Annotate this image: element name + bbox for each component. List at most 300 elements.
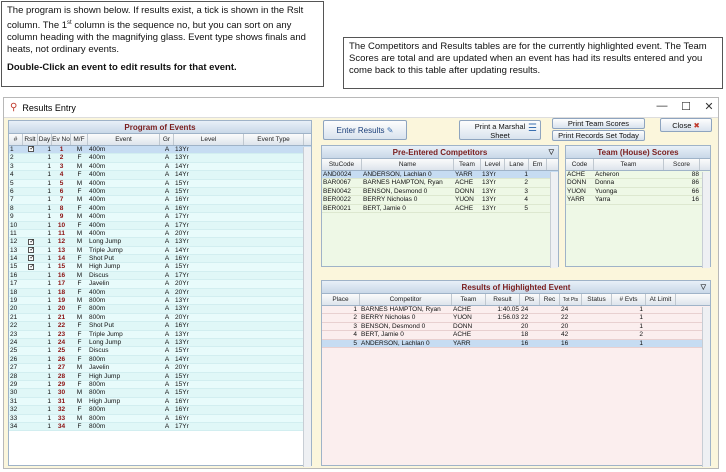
- row-mf: F: [77, 406, 82, 414]
- row-gr: A: [164, 297, 170, 305]
- row-level: 15Yr: [175, 187, 189, 195]
- rslt-cell: [23, 238, 38, 245]
- row-day: 1: [47, 297, 51, 305]
- row-type: [244, 188, 304, 195]
- col-place[interactable]: Place: [322, 294, 360, 305]
- table-row[interactable]: [9, 230, 311, 238]
- row-lane: 2: [524, 179, 528, 187]
- row-level: 13Yr: [175, 154, 189, 162]
- col-event-type[interactable]: Event Type: [244, 134, 304, 145]
- row-competitor: BERT, Jamie 0: [361, 331, 404, 339]
- row-evno: 22: [57, 322, 66, 330]
- row-seq: 29: [10, 380, 18, 388]
- table-row[interactable]: [9, 322, 311, 330]
- table-row[interactable]: [9, 415, 311, 423]
- row-code: DONN: [567, 179, 587, 187]
- row-team: DONN: [453, 322, 473, 330]
- row-day: 1: [47, 389, 51, 397]
- row-score: 16: [691, 196, 699, 204]
- row-event: Discus: [89, 271, 109, 279]
- table-row[interactable]: [322, 306, 710, 314]
- row-tot: 24: [561, 306, 569, 313]
- row-mf: F: [77, 372, 82, 380]
- col-level[interactable]: Level: [174, 134, 244, 145]
- row-event: 800m: [89, 422, 106, 430]
- row-level: 13Yr: [482, 171, 496, 178]
- row-em: [529, 196, 547, 203]
- rslt-cell: [23, 230, 38, 237]
- program-header: [9, 134, 311, 146]
- row-type: [244, 356, 304, 363]
- table-row[interactable]: [9, 364, 311, 372]
- row-type: [244, 297, 304, 304]
- table-row[interactable]: [9, 381, 311, 389]
- row-seq: 8: [10, 204, 14, 212]
- table-row[interactable]: [9, 196, 311, 204]
- row-type: [244, 247, 304, 254]
- row-seq: 3: [10, 162, 14, 170]
- col-status[interactable]: Status: [582, 294, 612, 305]
- row-day: 1: [47, 364, 51, 372]
- row-seq: 1: [10, 146, 14, 153]
- row-evno: 11: [58, 229, 65, 237]
- team-scores-title: Team (House) Scores: [566, 146, 710, 159]
- row-day: 1: [47, 154, 51, 162]
- row-competitor: BARNES HAMPTON, Ryan: [361, 306, 441, 313]
- row-evno: 18: [57, 288, 66, 296]
- row-evno: 7: [59, 196, 64, 204]
- row-type: [244, 230, 304, 237]
- pencil-icon: ✎: [386, 126, 394, 135]
- row-rec: [540, 323, 560, 330]
- row-competitor: BERRY Nicholas 0: [361, 314, 416, 322]
- results-scrollbar[interactable]: [702, 307, 710, 467]
- row-type: [244, 347, 304, 354]
- row-event: 800m: [89, 305, 106, 313]
- row-evts: 1: [639, 306, 643, 313]
- row-evno: 21: [57, 313, 66, 321]
- program-scrollbar[interactable]: [303, 147, 311, 467]
- row-type: [244, 171, 304, 178]
- col-rec[interactable]: Rec: [540, 294, 560, 305]
- table-row[interactable]: [9, 205, 311, 213]
- row-type: [244, 314, 304, 321]
- row-mf: F: [77, 380, 82, 388]
- row-seq: 24: [10, 338, 18, 346]
- row-team: YUON: [453, 314, 472, 322]
- col-team[interactable]: Team: [454, 159, 481, 170]
- row-evno: 5: [59, 179, 64, 187]
- row-seq: 2: [10, 154, 14, 162]
- row-type: [244, 406, 304, 413]
- row-day: 1: [47, 196, 51, 204]
- row-at-limit: [646, 323, 676, 330]
- col-evno[interactable]: Ev No: [52, 136, 70, 143]
- results-title: Results of Highlighted Event ▽: [322, 281, 710, 294]
- row-level: 15Yr: [175, 389, 189, 397]
- row-evno: 1: [59, 146, 64, 153]
- row-evno: 28: [57, 372, 66, 380]
- row-type: [244, 213, 304, 220]
- row-event: 400m: [89, 288, 106, 296]
- row-type: [244, 423, 304, 430]
- rslt-cell: [23, 222, 38, 229]
- row-seq: 19: [10, 297, 18, 305]
- rslt-cell: [23, 272, 38, 279]
- col-seq[interactable]: #: [9, 134, 23, 145]
- row-evts: 1: [639, 322, 643, 330]
- row-rec: [540, 340, 560, 347]
- maximize-button[interactable]: ☐: [681, 101, 691, 113]
- row-gr: A: [164, 246, 170, 254]
- table-row[interactable]: [9, 180, 311, 188]
- row-level: 13Yr: [482, 187, 496, 195]
- row-evno: 24: [57, 338, 66, 346]
- row-type: [244, 389, 304, 396]
- table-row[interactable]: [9, 263, 311, 271]
- row-name: ANDERSON, Lachlan 0: [363, 171, 432, 178]
- row-evno: 20: [57, 305, 66, 313]
- table-row[interactable]: [9, 280, 311, 288]
- table-row[interactable]: [9, 171, 311, 179]
- row-type: [244, 415, 304, 422]
- print-team-scores-button[interactable]: Print Team Scores: [552, 118, 645, 129]
- result-tick-icon: ✓: [29, 238, 35, 245]
- table-row[interactable]: [9, 163, 311, 171]
- row-gr: A: [164, 187, 170, 195]
- table-row[interactable]: [566, 188, 710, 196]
- row-gr: A: [164, 196, 170, 204]
- row-gr: A: [164, 154, 170, 162]
- row-seq: 18: [10, 288, 18, 296]
- row-level: 13Yr: [175, 297, 189, 305]
- table-row[interactable]: [9, 289, 311, 297]
- table-row[interactable]: [566, 179, 710, 187]
- row-evno: 14: [57, 255, 66, 263]
- competitors-scrollbar[interactable]: [550, 172, 558, 268]
- row-day: 1: [47, 146, 51, 153]
- program-of-events-panel: [8, 120, 312, 466]
- row-level: 20Yr: [175, 280, 189, 288]
- row-level: 20Yr: [175, 229, 189, 237]
- row-tot: 22: [561, 314, 569, 322]
- row-level: 13Yr: [175, 330, 189, 338]
- row-em: [529, 171, 547, 178]
- row-seq: 11: [10, 229, 17, 237]
- row-seq: 32: [10, 406, 18, 414]
- row-evno: 33: [57, 414, 66, 422]
- enter-results-button[interactable]: Enter Results ✎: [323, 120, 407, 140]
- table-row[interactable]: [9, 213, 311, 221]
- col-event[interactable]: Event: [88, 134, 160, 145]
- row-lane: 1: [524, 171, 528, 178]
- row-type: [244, 289, 304, 296]
- row-event: 400m: [89, 221, 106, 229]
- table-row[interactable]: [9, 238, 311, 246]
- row-seq: 34: [10, 422, 18, 430]
- row-team: ACHE: [455, 179, 474, 187]
- row-event: 800m: [89, 406, 106, 414]
- row-place: 1: [353, 306, 357, 313]
- row-evno: 6: [59, 187, 64, 195]
- row-mf: F: [77, 154, 82, 162]
- row-day: 1: [47, 280, 51, 288]
- row-gr: A: [164, 397, 170, 405]
- row-at-limit: [646, 306, 676, 313]
- table-row[interactable]: [322, 205, 558, 213]
- col-stucode[interactable]: StuCode: [322, 159, 362, 170]
- row-day: 1: [47, 372, 51, 380]
- row-seq: 23: [10, 330, 18, 338]
- program-title: Program of Events: [9, 121, 311, 134]
- row-competitor: ANDERSON, Lachlan 0: [361, 339, 430, 347]
- table-row[interactable]: [9, 314, 311, 322]
- table-row[interactable]: [9, 305, 311, 313]
- row-level: 16Yr: [175, 255, 189, 263]
- row-em: [529, 205, 547, 212]
- row-event: 400m: [89, 179, 106, 187]
- row-level: 15Yr: [175, 179, 189, 187]
- row-event: 800m: [89, 313, 106, 321]
- table-row[interactable]: [9, 222, 311, 230]
- row-lane: 5: [524, 204, 528, 212]
- row-day: 1: [47, 162, 51, 170]
- table-row[interactable]: [322, 340, 710, 348]
- row-day: 1: [47, 347, 51, 355]
- row-evno: 13: [57, 246, 66, 254]
- row-name: BARNES HAMPTON, Ryan: [363, 179, 443, 187]
- col-at-limit[interactable]: At Limit: [646, 294, 676, 305]
- row-evno: 26: [57, 355, 66, 363]
- row-event: 800m: [89, 297, 106, 305]
- row-seq: 28: [10, 372, 18, 380]
- row-mf: M: [76, 162, 83, 170]
- row-score: 66: [691, 187, 699, 195]
- rslt-cell: [23, 331, 38, 338]
- row-type: [244, 272, 304, 279]
- minimize-button[interactable]: —: [656, 100, 668, 112]
- table-row[interactable]: [9, 406, 311, 414]
- table-row[interactable]: [566, 196, 710, 204]
- row-team: Acheron: [595, 171, 620, 178]
- row-day: 1: [47, 221, 51, 229]
- row-evno: 15: [57, 263, 66, 271]
- row-gr: A: [164, 322, 170, 330]
- table-row[interactable]: [9, 247, 311, 255]
- table-row[interactable]: [9, 331, 311, 339]
- row-mf: F: [77, 221, 82, 229]
- row-event: 400m: [89, 187, 106, 195]
- col-team[interactable]: Team: [452, 294, 486, 305]
- row-seq: 4: [10, 171, 14, 179]
- col-rslt[interactable]: Rslt: [23, 134, 38, 145]
- row-pts: 16: [521, 339, 529, 347]
- row-day: 1: [47, 288, 51, 296]
- row-gr: A: [164, 389, 170, 397]
- row-seq: 20: [10, 305, 18, 313]
- row-name: BERT, Jamie 0: [363, 204, 406, 212]
- row-gr: A: [164, 146, 170, 153]
- col-score[interactable]: Score: [664, 159, 700, 170]
- col-mf[interactable]: M/F: [71, 134, 88, 145]
- row-type: [244, 398, 304, 405]
- table-row[interactable]: [322, 331, 710, 339]
- row-type: [244, 364, 304, 371]
- row-seq: 21: [10, 313, 18, 321]
- table-row[interactable]: [9, 398, 311, 406]
- row-team: YUON: [455, 196, 474, 204]
- row-seq: 16: [10, 271, 18, 279]
- rslt-cell: [23, 406, 38, 413]
- row-seq: 30: [10, 389, 18, 397]
- table-row[interactable]: [322, 323, 710, 331]
- col-level[interactable]: Level: [481, 159, 505, 170]
- close-icon: ✖: [693, 121, 700, 130]
- col-evts[interactable]: # Evts: [612, 294, 646, 305]
- col-gr[interactable]: Gr: [160, 134, 174, 145]
- row-pts: 20: [521, 322, 529, 330]
- row-gr: A: [164, 280, 170, 288]
- row-team: Yuonga: [595, 187, 618, 195]
- col-code[interactable]: Code: [566, 159, 594, 170]
- row-event: 400m: [89, 146, 106, 153]
- table-row[interactable]: [322, 171, 558, 179]
- table-row[interactable]: [9, 389, 311, 397]
- row-gr: A: [164, 372, 170, 380]
- row-seq: 12: [10, 238, 18, 246]
- row-tot: 42: [561, 331, 569, 339]
- row-type: [244, 381, 304, 388]
- row-level: 16Yr: [175, 196, 189, 204]
- row-mf: F: [77, 355, 82, 363]
- close-window-button[interactable]: ✕: [704, 101, 714, 113]
- row-day: 1: [47, 263, 51, 271]
- program-help-note: The program is shown below. If results exist, a tick is shown in the Rslt column. The 1st column is the sequence no, but you can sort on any column heading with the magnifying glass. Event type shows finals and heats, not ordinary events. Double-Click an event to edit results for that event.: [1, 1, 324, 87]
- row-type: [244, 331, 304, 338]
- rslt-cell: [23, 389, 38, 396]
- table-row[interactable]: [9, 347, 311, 355]
- row-day: 1: [47, 355, 51, 363]
- row-event: High Jump: [89, 397, 121, 405]
- table-row[interactable]: [9, 356, 311, 364]
- rslt-cell: [23, 314, 38, 321]
- row-level: 15Yr: [175, 347, 189, 355]
- row-status: [582, 314, 612, 321]
- row-mf: F: [77, 288, 82, 296]
- row-at-limit: [646, 331, 676, 338]
- col-name[interactable]: Name: [362, 159, 454, 170]
- table-row[interactable]: [322, 314, 710, 322]
- table-row[interactable]: [566, 171, 710, 179]
- table-row[interactable]: [9, 373, 311, 381]
- rslt-cell: [23, 205, 38, 212]
- col-lane[interactable]: Lane: [505, 159, 529, 170]
- row-mf: F: [77, 171, 82, 179]
- row-level: 17Yr: [175, 422, 189, 430]
- col-competitor[interactable]: Competitor: [360, 294, 452, 305]
- row-day: 1: [47, 414, 51, 422]
- row-type: [244, 263, 304, 270]
- window-title: Results Entry: [22, 102, 76, 113]
- row-type: [244, 238, 304, 245]
- table-row[interactable]: [9, 339, 311, 347]
- row-seq: 10: [10, 221, 18, 229]
- row-day: 1: [47, 330, 51, 338]
- row-seq: 33: [10, 414, 18, 422]
- table-row[interactable]: [9, 146, 311, 154]
- row-day: 1: [47, 204, 51, 212]
- row-day: 1: [47, 213, 51, 221]
- row-seq: 26: [10, 355, 18, 363]
- row-event: Long Jump: [89, 238, 122, 246]
- rslt-cell: [23, 196, 38, 203]
- row-team: ACHE: [453, 306, 472, 313]
- rslt-cell: [23, 322, 38, 329]
- rslt-cell: [23, 213, 38, 220]
- table-row[interactable]: [322, 188, 558, 196]
- team-scores-scrollbar[interactable]: [702, 172, 710, 268]
- table-row[interactable]: [9, 423, 311, 431]
- row-mf: M: [76, 196, 83, 204]
- row-gr: A: [164, 263, 170, 271]
- row-gr: A: [164, 204, 170, 212]
- print-marshal-sheet-button[interactable]: Print a Marshal Sheet ☰: [459, 120, 541, 140]
- col-team-name[interactable]: Team: [594, 159, 664, 170]
- list-icon: ☰: [528, 123, 537, 134]
- table-row[interactable]: [9, 154, 311, 162]
- row-mf: M: [76, 313, 83, 321]
- row-event: Shot Put: [89, 255, 114, 263]
- row-seq: 22: [10, 322, 18, 330]
- row-place: 5: [353, 339, 357, 347]
- row-event: 400m: [89, 154, 106, 162]
- col-em[interactable]: Em: [529, 159, 547, 170]
- row-stucode: BER0022: [323, 196, 351, 204]
- rslt-cell: [23, 171, 38, 178]
- table-row[interactable]: [9, 297, 311, 305]
- col-pts[interactable]: Pts: [520, 294, 540, 305]
- row-event: Javelin: [89, 280, 110, 288]
- row-seq: 7: [10, 196, 14, 204]
- row-level: 16Yr: [175, 414, 189, 422]
- col-tot-pts[interactable]: Tot Pts: [560, 294, 582, 305]
- row-em: [529, 188, 547, 195]
- row-score: 86: [691, 179, 699, 187]
- row-result: 1:40.05: [497, 306, 519, 313]
- row-code: ACHE: [567, 171, 586, 178]
- table-row[interactable]: [9, 255, 311, 263]
- col-result[interactable]: Result: [486, 294, 520, 305]
- row-day: 1: [47, 406, 51, 414]
- program-table-body: [9, 146, 311, 431]
- print-records-button[interactable]: Print Records Set Today: [552, 130, 645, 141]
- col-day[interactable]: Day: [38, 136, 51, 143]
- row-level: 15Yr: [175, 380, 189, 388]
- table-row[interactable]: [9, 272, 311, 280]
- rslt-cell: [23, 289, 38, 296]
- row-day: 1: [47, 305, 51, 313]
- table-row[interactable]: [322, 196, 558, 204]
- row-level: 13Yr: [175, 338, 189, 346]
- table-row[interactable]: [322, 179, 558, 187]
- row-level: 20Yr: [175, 364, 189, 372]
- close-button[interactable]: Close ✖: [660, 118, 712, 132]
- row-gr: A: [164, 213, 170, 221]
- table-row[interactable]: [9, 188, 311, 196]
- row-score: 88: [691, 171, 699, 178]
- row-place: 4: [353, 331, 357, 339]
- row-em: [529, 179, 547, 186]
